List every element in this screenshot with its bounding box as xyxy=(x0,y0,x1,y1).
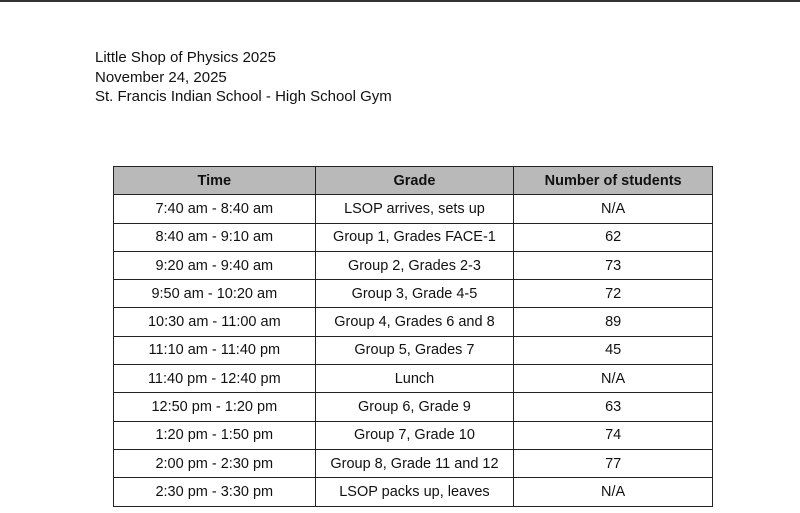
table-row xyxy=(114,308,713,336)
students-cell: 45 xyxy=(514,336,713,364)
table-header-row xyxy=(114,167,713,195)
students-cell: N/A xyxy=(514,365,713,393)
time-cell: 11:40 pm - 12:40 pm xyxy=(114,365,316,393)
table-row xyxy=(114,365,713,393)
table-row xyxy=(114,223,713,251)
grade-cell: Group 1, Grades FACE-1 xyxy=(315,223,514,251)
column-header-students: Number of students xyxy=(514,167,713,195)
top-border xyxy=(0,0,800,2)
grade-cell: Group 4, Grades 6 and 8 xyxy=(315,308,514,336)
students-cell: N/A xyxy=(514,478,713,506)
students-cell: 62 xyxy=(514,223,713,251)
column-header-time: Time xyxy=(114,167,316,195)
grade-cell: LSOP packs up, leaves xyxy=(315,478,514,506)
document-header xyxy=(95,48,392,107)
time-cell: 2:30 pm - 3:30 pm xyxy=(114,478,316,506)
table-row xyxy=(114,478,713,506)
grade-cell: Group 6, Grade 9 xyxy=(315,393,514,421)
grade-cell: Group 8, Grade 11 and 12 xyxy=(315,449,514,477)
grade-cell: Lunch xyxy=(315,365,514,393)
table-row xyxy=(114,195,713,223)
time-cell: 7:40 am - 8:40 am xyxy=(114,195,316,223)
time-cell: 9:50 am - 10:20 am xyxy=(114,280,316,308)
time-cell: 10:30 am - 11:00 am xyxy=(114,308,316,336)
students-cell: 63 xyxy=(514,393,713,421)
grade-cell: Group 7, Grade 10 xyxy=(315,421,514,449)
time-cell: 8:40 am - 9:10 am xyxy=(114,223,316,251)
students-cell: 77 xyxy=(514,449,713,477)
table-row xyxy=(114,336,713,364)
table-row xyxy=(114,421,713,449)
students-cell: 89 xyxy=(514,308,713,336)
column-header-grade: Grade xyxy=(315,167,514,195)
time-cell: 9:20 am - 9:40 am xyxy=(114,251,316,279)
grade-cell: Group 3, Grade 4-5 xyxy=(315,280,514,308)
document-title: Little Shop of Physics 2025 xyxy=(95,49,276,66)
students-cell: 72 xyxy=(514,280,713,308)
time-cell: 11:10 am - 11:40 pm xyxy=(114,336,316,364)
grade-cell: Group 2, Grades 2-3 xyxy=(315,251,514,279)
students-cell: 74 xyxy=(514,421,713,449)
students-cell: N/A xyxy=(514,195,713,223)
time-cell: 2:00 pm - 2:30 pm xyxy=(114,449,316,477)
document-date: November 24, 2025 xyxy=(95,68,227,86)
table-row xyxy=(114,393,713,421)
time-cell: 12:50 pm - 1:20 pm xyxy=(114,393,316,421)
document-location: St. Francis Indian School - High School Gym xyxy=(95,88,392,105)
grade-cell: LSOP arrives, sets up xyxy=(315,195,514,223)
table-row xyxy=(114,251,713,279)
students-cell: 73 xyxy=(514,251,713,279)
table-row xyxy=(114,449,713,477)
schedule-table xyxy=(113,166,713,507)
time-cell: 1:20 pm - 1:50 pm xyxy=(114,421,316,449)
table-row xyxy=(114,280,713,308)
grade-cell: Group 5, Grades 7 xyxy=(315,336,514,364)
